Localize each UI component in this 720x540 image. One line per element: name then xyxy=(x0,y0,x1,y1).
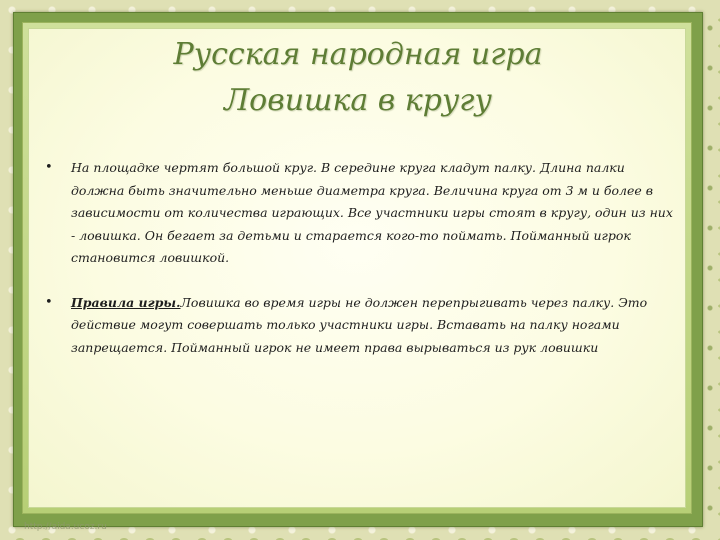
bullet-text: На площадке чертят большой круг. В середине круга кладут палку. Длина палки должна быть значительно меньше диаметра круга. Величина круга от 3 м и более в зависимости от количества играющих. Все участники игры стоят в кругу, один из них - ловишка. Он бегает за детьми и старается кого-то поймать. Пойманный игрок становится ловишкой. xyxy=(71,160,673,265)
slide-content-area xyxy=(28,28,686,508)
bullet-item-rules xyxy=(43,292,679,360)
bullet-item-description xyxy=(43,157,679,270)
bullet-dot-icon: • xyxy=(45,294,53,310)
source-watermark: http://aida.ucoz.ru xyxy=(24,522,107,532)
title-line-1: Русская народная игра xyxy=(173,37,543,72)
bullet-dot-icon: • xyxy=(45,160,53,175)
title-line-2: Ловишка в кругу xyxy=(224,83,492,118)
rules-label: Правила игры. xyxy=(71,294,181,310)
slide-title xyxy=(29,32,687,124)
bullet-list xyxy=(43,157,679,359)
rules-text: Ловишка во время игры не должен перепрыгивать через палку. Это действие могут совершать только участники игры. Вставать на палку ногами запрещается. Пойманный игрок не имеет права вырываться из рук ловишки xyxy=(71,294,648,355)
